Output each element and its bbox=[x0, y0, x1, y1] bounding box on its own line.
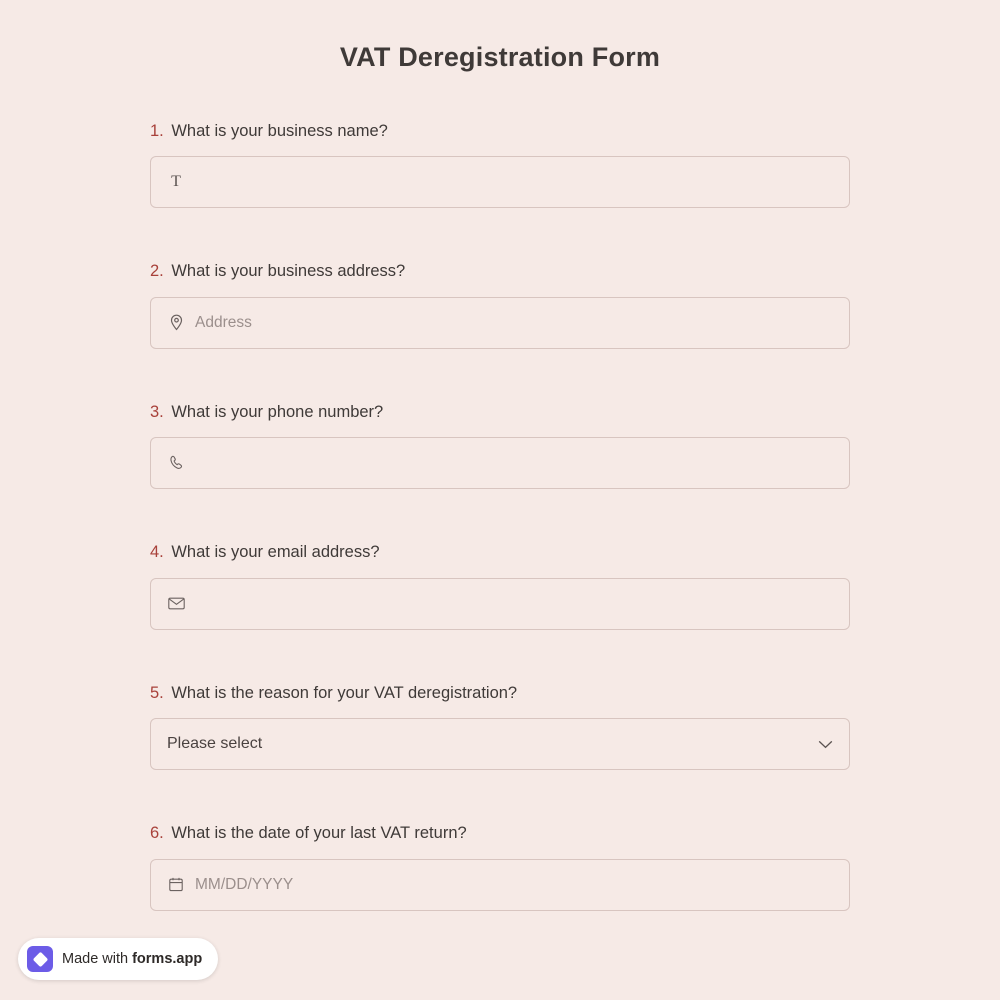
question-block-2 bbox=[150, 261, 850, 348]
calendar-icon bbox=[165, 874, 187, 896]
phone-number-input[interactable] bbox=[195, 438, 835, 488]
question-number-5: 5. bbox=[150, 683, 164, 702]
business-address-field[interactable] bbox=[150, 297, 850, 349]
question-block-4 bbox=[150, 542, 850, 629]
question-block-3 bbox=[150, 402, 850, 489]
question-number-1: 1. bbox=[150, 122, 164, 140]
deregistration-reason-select[interactable] bbox=[150, 718, 850, 770]
question-text-1: What is your business name? bbox=[171, 122, 388, 140]
chevron-down-icon[interactable] bbox=[818, 740, 833, 749]
question-text-4: What is your email address? bbox=[171, 543, 380, 562]
question-text-5: What is the reason for your VAT deregistration? bbox=[171, 683, 518, 702]
question-block-6 bbox=[150, 823, 850, 910]
question-text-3: What is your phone number? bbox=[171, 402, 384, 421]
question-label-6 bbox=[150, 823, 850, 844]
forms-app-logo-icon bbox=[27, 946, 53, 972]
page-title: VAT Deregistration Form bbox=[339, 42, 661, 72]
question-label-2 bbox=[150, 261, 850, 282]
location-pin-icon bbox=[165, 312, 187, 334]
question-label-1 bbox=[150, 121, 850, 142]
email-address-input[interactable] bbox=[195, 579, 835, 629]
question-number-4: 4. bbox=[150, 543, 164, 562]
business-address-input[interactable] bbox=[195, 298, 835, 348]
question-text-2: What is your business address? bbox=[171, 262, 406, 281]
question-label-4 bbox=[150, 542, 850, 563]
question-label-5 bbox=[150, 683, 850, 704]
question-label-3 bbox=[150, 402, 850, 423]
question-block-1 bbox=[150, 121, 850, 208]
question-number-2: 2. bbox=[150, 262, 164, 281]
made-with-forms-app-badge[interactable] bbox=[18, 938, 218, 980]
last-vat-return-date-field[interactable] bbox=[150, 859, 850, 911]
form-body bbox=[150, 73, 850, 911]
email-address-field[interactable] bbox=[150, 578, 850, 630]
badge-brand-label: forms.app bbox=[132, 951, 203, 967]
question-block-5 bbox=[150, 683, 850, 770]
badge-made-with-label: Made with bbox=[62, 951, 129, 967]
deregistration-reason-value: Please select bbox=[167, 735, 263, 753]
question-number-3: 3. bbox=[150, 402, 164, 421]
last-vat-return-date-input[interactable] bbox=[195, 860, 835, 910]
envelope-icon bbox=[165, 593, 187, 615]
badge-text bbox=[62, 951, 202, 967]
phone-icon bbox=[165, 452, 187, 474]
question-text-6: What is the date of your last VAT return? bbox=[171, 824, 467, 843]
text-format-icon: T bbox=[171, 173, 181, 191]
question-number-6: 6. bbox=[150, 824, 164, 843]
phone-number-field[interactable] bbox=[150, 437, 850, 489]
business-name-field[interactable] bbox=[150, 156, 850, 208]
business-name-input[interactable] bbox=[195, 157, 835, 207]
